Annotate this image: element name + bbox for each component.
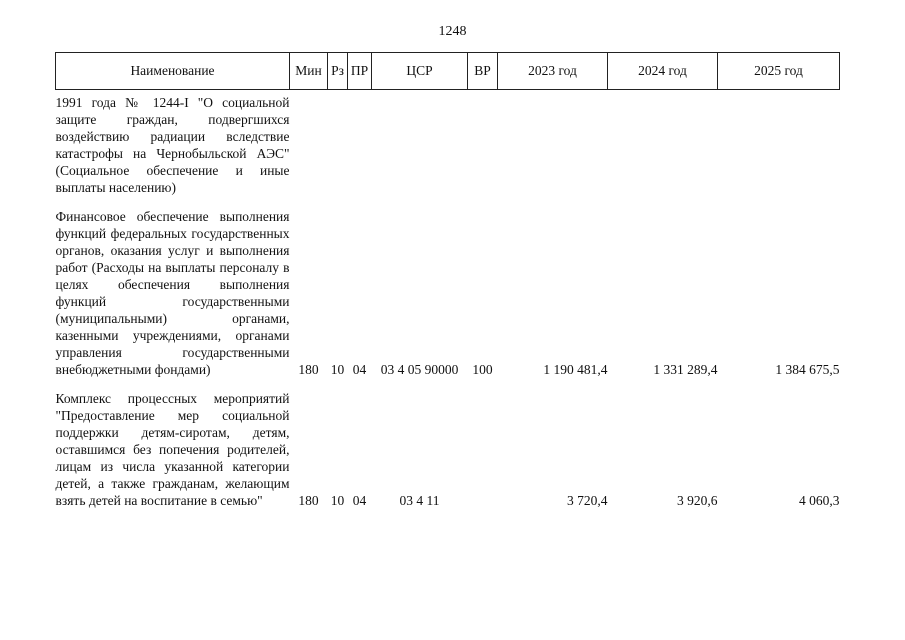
header-2025: 2025 год (718, 53, 840, 90)
header-vr: ВР (468, 53, 498, 90)
table-header-row (56, 53, 840, 90)
budget-table (55, 52, 840, 511)
row-2025: 1 384 675,5 (775, 362, 840, 377)
row-rz (328, 90, 348, 209)
row-name-cell (56, 390, 290, 511)
row-2023: 1 190 481,4 (543, 362, 608, 377)
header-2023: 2023 год (498, 53, 608, 90)
header-rz: Рз (328, 53, 348, 90)
row-min: 180 (298, 493, 319, 508)
row-min (290, 90, 328, 209)
row-csr: 03 4 05 90000 (380, 362, 459, 377)
row-pr (348, 90, 372, 209)
header-min: Мин (290, 53, 328, 90)
row-name-cell (56, 208, 290, 390)
row-2025 (718, 90, 840, 209)
row-2023: 3 720,4 (567, 493, 608, 508)
row-min: 180 (298, 362, 319, 377)
row-2023 (498, 90, 608, 209)
header-name: Наименование (56, 53, 290, 90)
row-2024 (608, 90, 718, 209)
row-name: Финансовое обеспечение выполнения функций федеральных государственных органов, оказания услуг и выполнения работ (Расходы на выплаты персоналу в целях обеспечения выполнения функций государственными (муниципальными) органами, казенными учреждениями, органами управления государственными внебюджетными фондами) (55, 209, 290, 377)
row-2024: 1 331 289,4 (653, 362, 718, 377)
row-rz: 10 (330, 493, 345, 508)
header-csr: ЦСР (372, 53, 468, 90)
table-row (56, 90, 840, 209)
row-name-cell (56, 90, 290, 209)
row-csr (372, 90, 468, 209)
header-pr: ПР (348, 53, 372, 90)
row-name: 1991 года № 1244-I "О социальной защите граждан, подвергшихся воздействию радиации вследствие катастрофы на Чернобыльской АЭС" (Социальное обеспечение и иные выплаты населению) (55, 95, 290, 195)
table-row (56, 208, 840, 390)
row-2024: 3 920,6 (677, 493, 718, 508)
row-pr: 04 (352, 493, 367, 508)
row-pr: 04 (352, 362, 367, 377)
row-name: Комплекс процессных мероприятий "Предоставление мер социальной поддержки детям-сиротам, детям, оставшимся без попечения родителей, лицам из числа указанной категории детей, а также гражданам, желающим взять детей на воспитание в семью" (55, 391, 290, 508)
row-2025: 4 060,3 (799, 493, 840, 508)
row-vr (468, 90, 498, 209)
page-number: 1248 (438, 24, 467, 39)
row-vr: 100 (472, 362, 493, 377)
row-vr (468, 390, 498, 511)
table-row (56, 390, 840, 511)
header-2024: 2024 год (608, 53, 718, 90)
row-rz: 10 (330, 362, 345, 377)
row-csr: 03 4 11 (399, 493, 440, 508)
